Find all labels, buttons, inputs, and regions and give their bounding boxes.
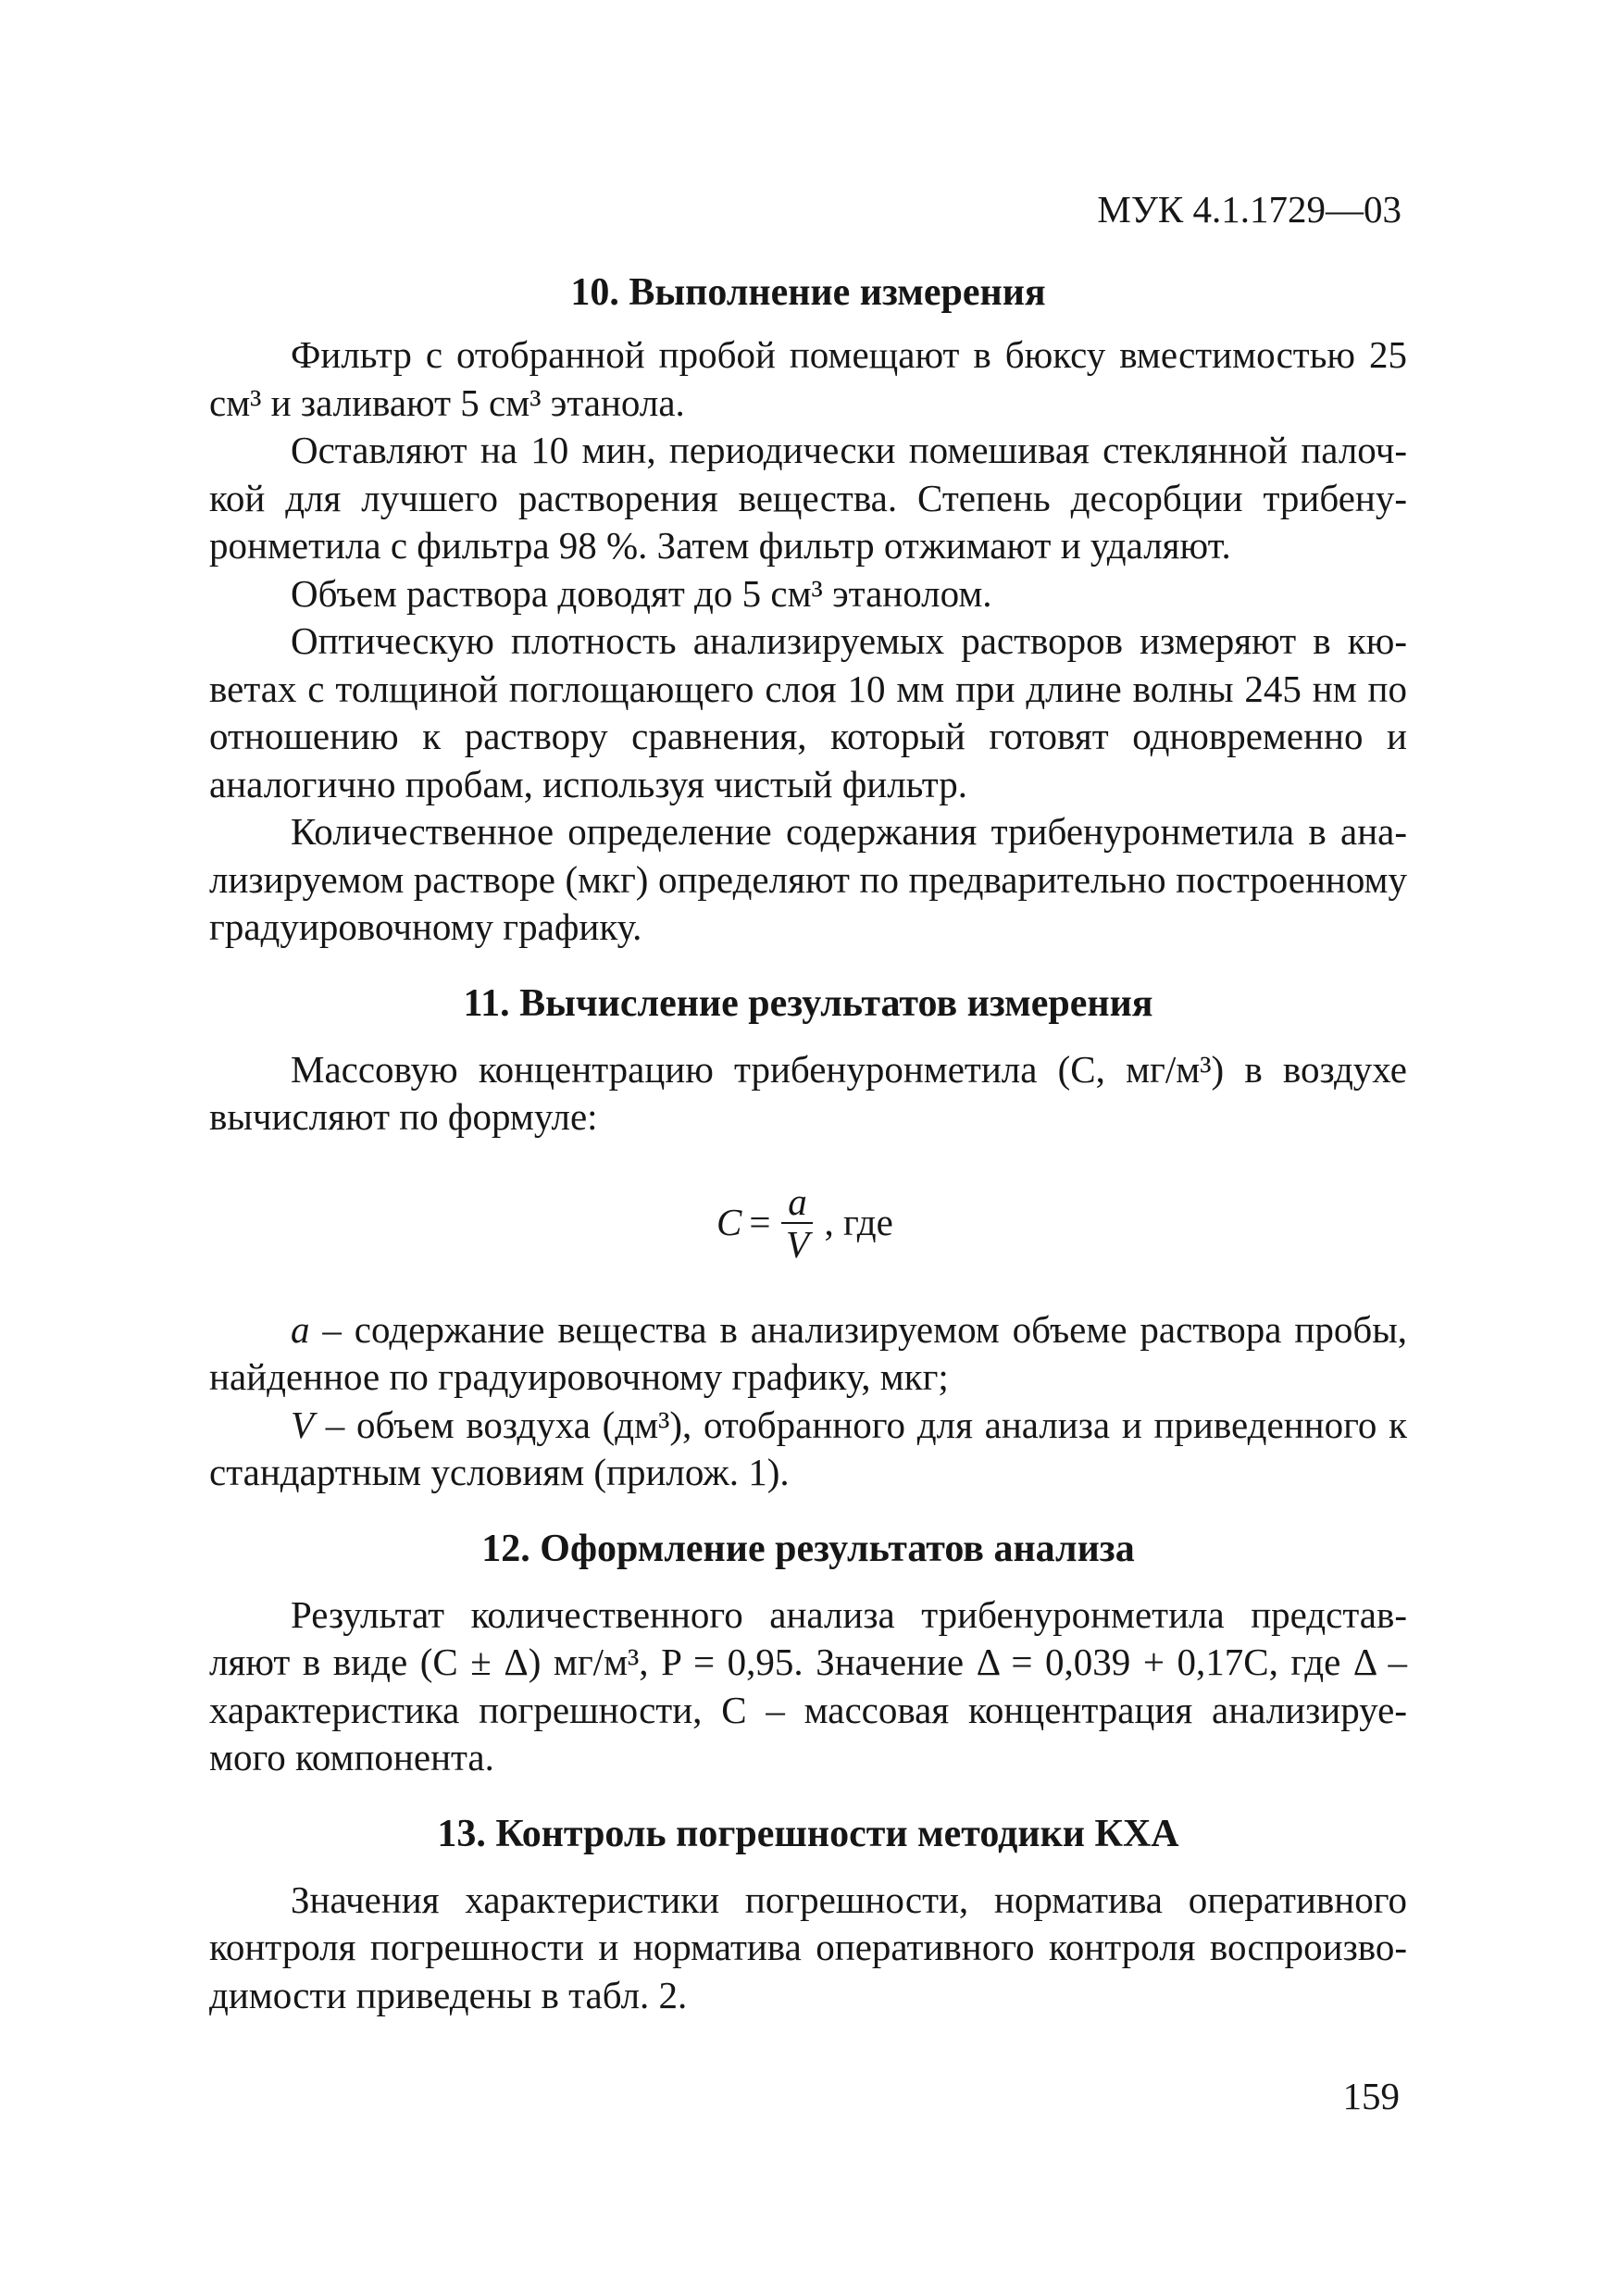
document-code-header: МУК 4.1.1729—03 — [1097, 188, 1401, 231]
formula-lhs: C — [716, 1200, 742, 1243]
section-13-title: 13. Контроль погрешности методики КХА — [437, 1812, 1179, 1855]
formula-tail: , где — [824, 1200, 893, 1243]
section-10-paragraph: Оставляют на 10 мин, периодически помешивая стеклянной палочкой для лучшего растворения вещества. Степень десорбции трибенуронметила с фильтра 98 %. Затем фильтр отжимают и удаляют. — [209, 429, 1407, 567]
formula-equals: = — [749, 1200, 771, 1243]
section-11-title: 11. Вычисление результатов измерения — [463, 981, 1153, 1025]
definition-v — [209, 1402, 1407, 1497]
definition-symbol: V — [291, 1403, 315, 1446]
section-10-title: 10. Выполнение измерения — [570, 271, 1046, 314]
formula-denominator: V — [785, 1222, 809, 1266]
section-10-paragraph: Объем раствора доводят до 5 см³ этанолом. — [291, 571, 992, 615]
section-12-paragraph: Результат количественного анализа трибенуронметила представляют в виде (C ± Δ) мг/м³, P = 0,95. Значение Δ = 0,039 + 0,17C, где Δ – характеристика погрешности, C – массовая концентрация анализируемого компонента. — [209, 1592, 1407, 1778]
concentration-formula — [209, 1167, 1407, 1279]
document-body — [209, 268, 1407, 2019]
formula-numerator: a — [788, 1179, 807, 1223]
definition-symbol: a — [291, 1307, 310, 1351]
definition-text: – содержание вещества в анализируемом объеме раствора пробы, найденное по градуировочному графику, мкг; — [209, 1307, 1407, 1398]
page-number: 159 — [1342, 2075, 1400, 2117]
section-10-paragraph: Фильтр с отобранной пробой помещают в бюксу вместимостью 25 см³ и заливают 5 см³ этанола. — [209, 333, 1407, 424]
section-13-paragraph: Значения характеристики погрешности, норматива оперативного контроля погрешности и норматива оперативного контроля воспроизводимости приведены в табл. 2. — [209, 1878, 1407, 2016]
definition-a — [209, 1306, 1407, 1402]
section-12-title: 12. Оформление результатов анализа — [481, 1527, 1135, 1570]
section-10-paragraph: Оптическую плотность анализируемых растворов измеряют в кюветах с толщиной поглощающего слоя 10 мм при длине волны 245 нм по отношению к раствору сравнения, который готовят одновременно и аналогично пробам, используя чистый фильтр. — [209, 619, 1407, 805]
section-11-intro: Массовую концентрацию трибенуронметила (C, мг/м³) в воздухе вычисляют по формуле: — [209, 1047, 1407, 1138]
section-10-paragraph: Количественное определение содержания трибенуронметила в анализируемом растворе (мкг) определяют по предварительно построенному градуировочному графику. — [209, 810, 1407, 948]
formula-fraction — [781, 1181, 813, 1265]
definition-text: – объем воздуха (дм³), отобранного для анализа и приведенного к стандартным условиям (прилож. 1). — [209, 1403, 1407, 1493]
